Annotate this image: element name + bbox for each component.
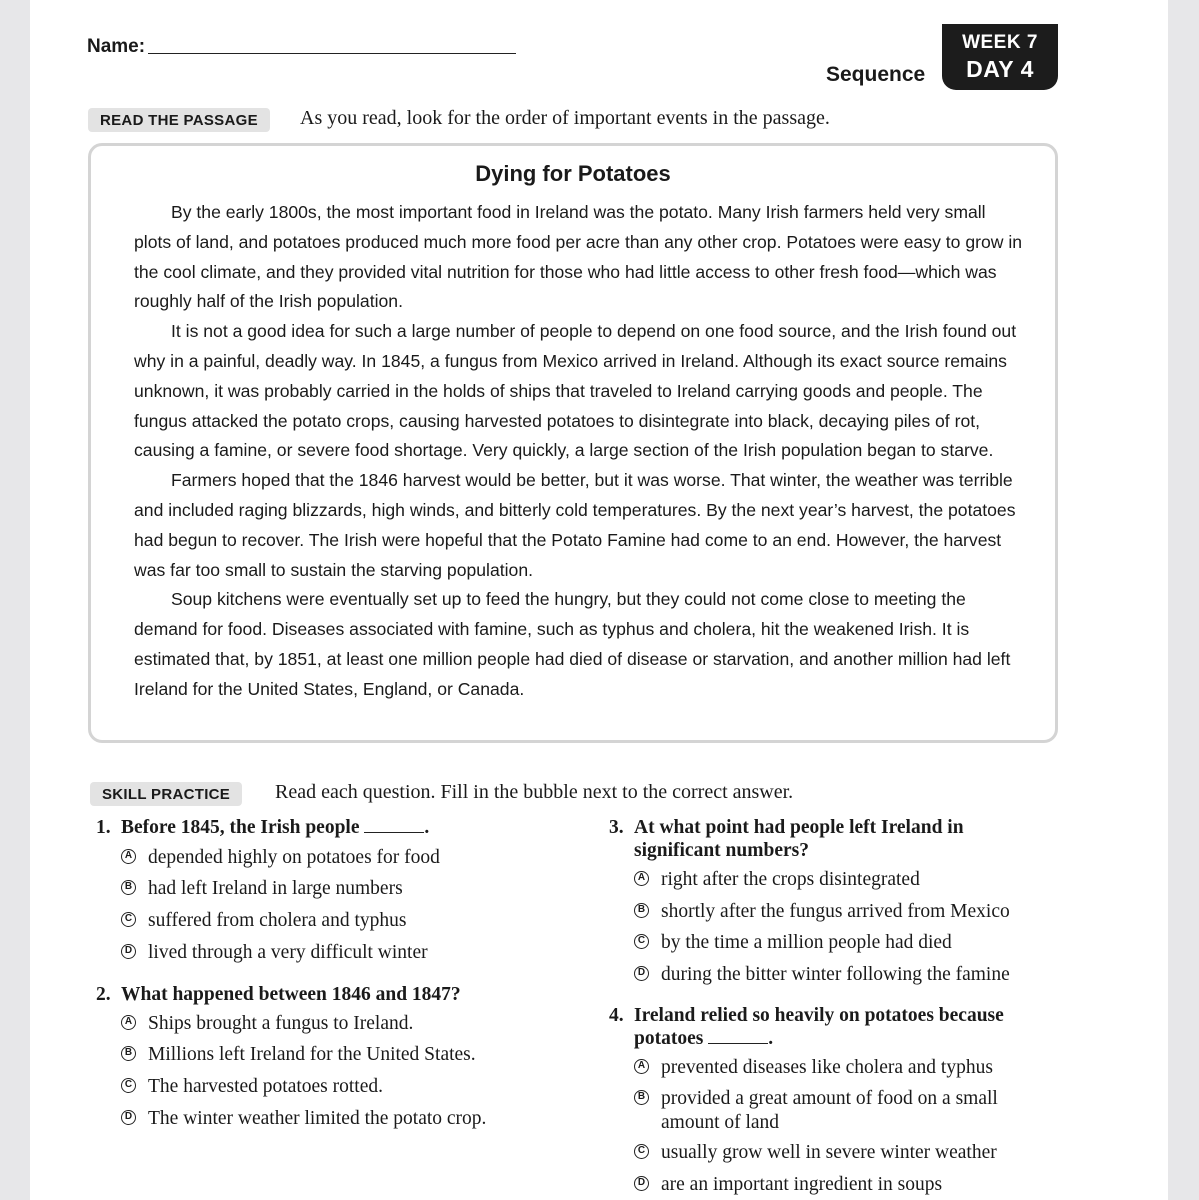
option-text: right after the crops disintegrated [661, 869, 920, 890]
passage-paragraph: Soup kitchens were eventually set up to feed the hungry, but they could not come close to meeting the demand for food. Diseases associated with famine, such as typhus and cholera, hit the weakened Irish. It is estimated that, by 1851, at least one million people had died of disease or starvation, and another million had left Ireland for the United States, England, or Canada. [134, 589, 1011, 699]
question-number: 4. [609, 1005, 624, 1026]
answer-blank [708, 1028, 768, 1044]
skill-label: Sequence [826, 63, 926, 86]
passage-paragraph: Farmers hoped that the 1846 harvest would be better, but it was worse. That winter, the weather was terrible and included raging blizzards, high winds, and bitterly cold temperatures. By the next year’s harvest, the potatoes had begun to recover. The Irish were hopeful that the Potato Famine had come to an end. However, the harvest was far too small to sustain the starving population. [134, 470, 1016, 580]
bubble-icon[interactable]: B [121, 1046, 136, 1061]
question-number: 1. [96, 817, 111, 838]
passage-paragraph: By the early 1800s, the most important food in Ireland was the potato. Many Irish farmers held very small plots of land, and potatoes produced much more food per acre than any other crop. Potatoes were easy to grow in the cool climate, and they provided vital nutrition for those who had little access to other fresh food—which was roughly half of the Irish population. [134, 202, 1023, 312]
passage-title: Dying for Potatoes [475, 161, 671, 186]
option-text: by the time a million people had died [661, 932, 952, 953]
name-label: Name: [87, 36, 146, 57]
bubble-icon[interactable]: D [121, 944, 136, 959]
day-label: DAY 4 [966, 56, 1034, 82]
option-text: during the bitter winter following the famine [661, 964, 1010, 985]
read-instruction: As you read, look for the order of important events in the passage. [300, 107, 830, 129]
bubble-icon[interactable]: A [121, 849, 136, 864]
bubble-icon[interactable]: B [634, 903, 649, 918]
option-text: depended highly on potatoes for food [148, 847, 440, 868]
worksheet-page [30, 0, 1168, 1200]
passage-paragraph: It is not a good idea for such a large number of people to depend on one food source, and the Irish found out why in a painful, deadly way. In 1845, a fungus from Mexico arrived in Ireland. Although its exact source remains unknown, it was probably carried in the holds of ships that traveled to Ireland carrying goods and people. The fungus attacked the potato crops, causing harvested potatoes to disintegrate into black, decaying piles of rot, causing a famine, or severe food shortage. Very quickly, a large section of the Irish population began to starve. [134, 321, 1017, 461]
question-stem: Before 1845, the Irish people . [121, 817, 430, 838]
option-text: usually grow well in severe winter weather [661, 1142, 997, 1163]
bubble-icon[interactable]: C [121, 912, 136, 927]
bubble-icon[interactable]: C [634, 934, 649, 949]
bubble-icon[interactable]: A [634, 1059, 649, 1074]
question-number: 3. [609, 817, 624, 838]
bubble-icon[interactable]: D [121, 1110, 136, 1125]
skill-instruction: Read each question. Fill in the bubble next to the correct answer. [275, 781, 794, 803]
question-3 [609, 816, 1129, 986]
question-2 [96, 983, 576, 1133]
option-text: lived through a very difficult winter [148, 942, 428, 963]
question-number: 2. [96, 984, 111, 1005]
week-day-badge [942, 24, 1058, 90]
passage-body [134, 198, 1024, 705]
option-text: Millions left Ireland for the United States. [148, 1044, 476, 1065]
option-text: are an important ingredient in soups [661, 1174, 943, 1195]
option-text: shortly after the fungus arrived from Mexico [661, 901, 1010, 922]
bubble-icon[interactable]: B [634, 1090, 649, 1105]
question-4 [609, 1004, 1129, 1200]
bubble-icon[interactable]: A [634, 871, 649, 886]
bubble-icon[interactable]: B [121, 880, 136, 895]
question-stem: What happened between 1846 and 1847? [121, 984, 461, 1005]
bubble-icon[interactable]: A [121, 1015, 136, 1030]
question-stem: Ireland relied so heavily on potatoes because potatoes . [634, 1005, 1004, 1049]
week-label: WEEK 7 [962, 32, 1038, 53]
passage-box [88, 143, 1058, 743]
option-text: had left Ireland in large numbers [148, 878, 403, 899]
option-text: suffered from cholera and typhus [148, 910, 407, 931]
bubble-icon[interactable]: D [634, 966, 649, 981]
option-text-continued: amount of land [661, 1112, 780, 1133]
read-passage-pill: READ THE PASSAGE [88, 108, 270, 132]
option-text: prevented diseases like cholera and typhus [661, 1057, 993, 1078]
bubble-icon[interactable]: C [121, 1078, 136, 1093]
answer-blank [364, 817, 424, 833]
bubble-icon[interactable]: C [634, 1144, 649, 1159]
question-1 [96, 816, 576, 966]
option-text: The winter weather limited the potato crop. [148, 1108, 487, 1129]
bubble-icon[interactable]: D [634, 1176, 649, 1191]
option-text: The harvested potatoes rotted. [148, 1076, 383, 1097]
option-text: Ships brought a fungus to Ireland. [148, 1013, 414, 1034]
option-text: provided a great amount of food on a small [661, 1088, 998, 1109]
skill-practice-pill: SKILL PRACTICE [90, 782, 242, 806]
name-line[interactable] [148, 53, 516, 54]
question-stem: At what point had people left Ireland in significant numbers? [634, 817, 964, 861]
